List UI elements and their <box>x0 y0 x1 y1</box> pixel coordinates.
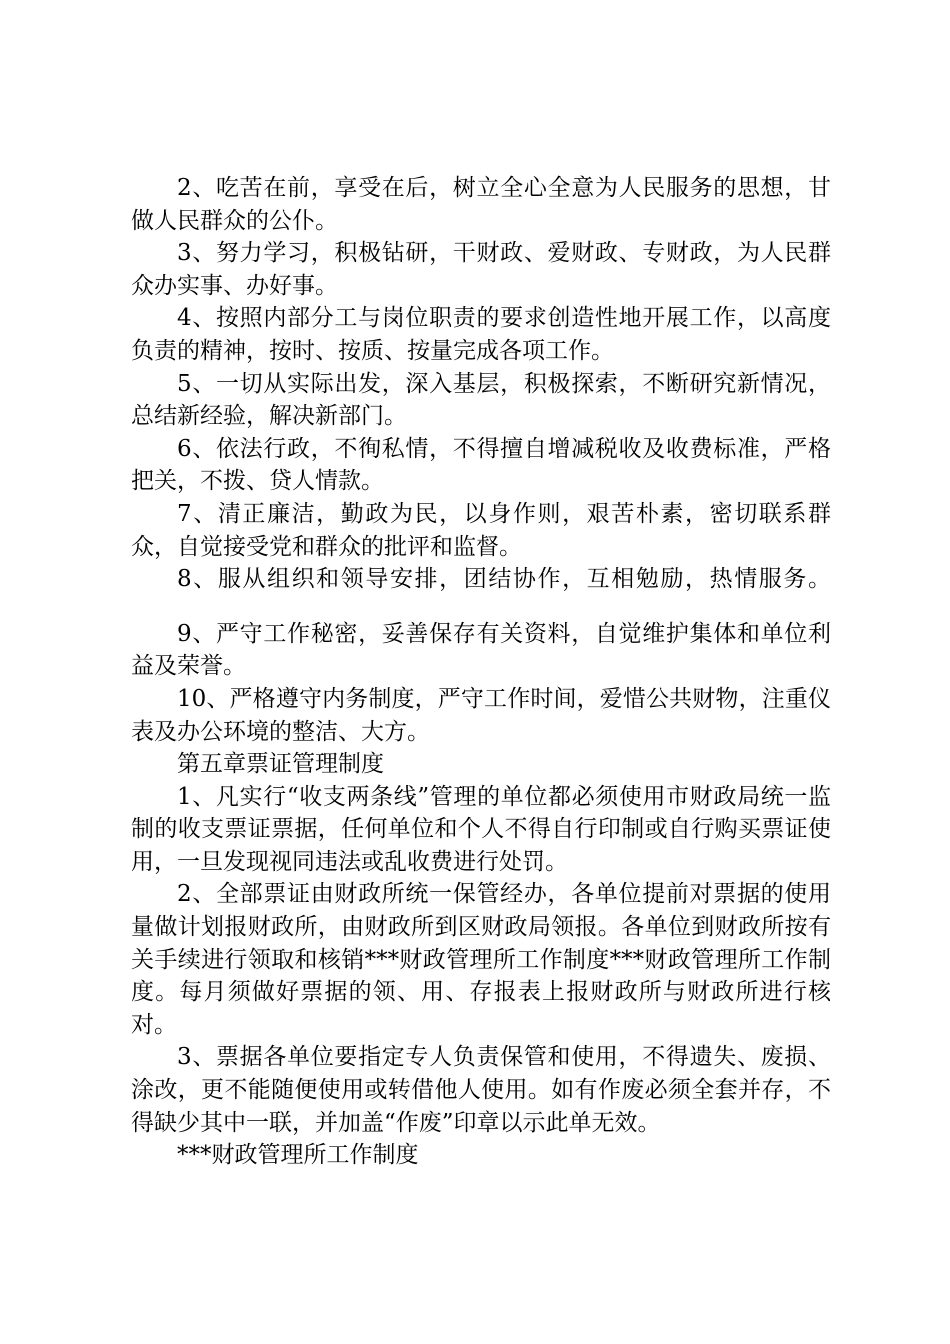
paragraph-item-8: 8、服从组织和领导安排，团结协作，互相勉励，热情服务。 <box>177 566 831 593</box>
paragraph-item-2: 2、吃苦在前，享受在后，树立全心全意为人民服务的思想，甘做人民群众的公仆。 <box>131 175 831 234</box>
rule-item-2: 2、全部票证由财政所统一保管经办，各单位提前对票据的使用量做计划报财政所，由财政所到区财政局领报。各单位到财政所按有关手续进行领取和核销***财政管理所工作制度***财政管理所工作制度。每月须做好票据的领、用、存报表上报财政所与财政所进行核对。 <box>131 881 831 1038</box>
paragraph-item-10: 10、严格遵守内务制度，严守工作时间，爱惜公共财物，注重仪表及办公环境的整洁、大方。 <box>131 685 831 745</box>
paragraph-item-6: 6、依法行政，不徇私情，不得擅自增减税收及收费标准，严格把关，不拨、贷人情款。 <box>131 435 831 495</box>
paragraph-item-9: 9、严守工作秘密，妥善保存有关资料，自觉维护集体和单位利益及荣誉。 <box>131 620 831 680</box>
paragraph-item-4: 4、按照内部分工与岗位职责的要求创造性地开展工作，以高度负责的精神，按时、按质、按量完成各项工作。 <box>131 305 831 364</box>
paragraph-gap <box>131 596 831 618</box>
paragraph-item-3: 3、努力学习，积极钻研，干财政、爱财政、专财政，为人民群众办实事、办好事。 <box>131 240 831 299</box>
paragraph-item-7: 7、清正廉洁，勤政为民，以身作则，艰苦朴素，密切联系群众，自觉接受党和群众的批评和监督。 <box>131 500 831 560</box>
document-body <box>131 172 831 1172</box>
rule-item-3: 3、票据各单位要指定专人负责保管和使用，不得遗失、废损、涂改，更不能随便使用或转借他人使用。如有作废必须全套并存，不得缺少其中一联，并加盖“作废”印章以示此单无效。 <box>131 1044 831 1136</box>
rule-item-1: 1、凡实行“收支两条线”管理的单位都必须使用市财政局统一监制的收支票证票据，任何单位和个人不得自行印制或自行购买票证使用，一旦发现视同违法或乱收费进行处罚。 <box>131 783 831 875</box>
chapter-heading: 第五章票证管理制度 <box>177 751 384 778</box>
paragraph-item-5: 5、一切从实际出发，深入基层，积极探索，不断研究新情况，总结新经验，解决新部门。 <box>131 370 831 430</box>
document-footer-title: ***财政管理所工作制度 <box>177 1142 419 1169</box>
